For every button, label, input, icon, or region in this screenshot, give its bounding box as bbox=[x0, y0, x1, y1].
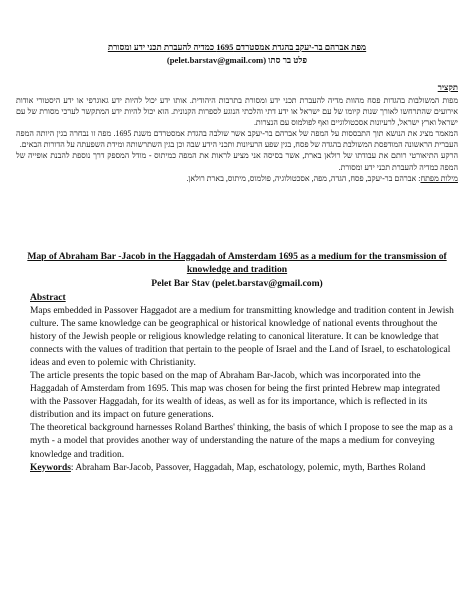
english-author: Pelet Bar Stav (pelet.barstav@gmail.com) bbox=[151, 278, 323, 289]
english-paragraph: Maps embedded in Passover Haggadot are a medium for transmitting knowledge and tradition content in Jewish culture. The same knowledge can be geographical or historical knowledge of national events throughout the history of the Jewish people or religious knowledge relating to canonical literature. It can be knowledge that connects with the values of tradition that pertain to the people of Israel and the Land of Israel, to eschatological ideas and even to polemic with Christianity. bbox=[30, 306, 454, 369]
english-keywords-list: : Abraham Bar-Jacob, Passover, Haggadah, Map, eschatology, polemic, myth, Barthes Roland bbox=[70, 462, 426, 473]
english-abstract-body bbox=[30, 305, 458, 475]
hebrew-paragraph: הרקע התיאורטי רותם את עבודתו של רולאן בארת, אשר בסיסה אני מציע לראות את המפה כמיתוס - מודל המספק דרך נוספת להבנת אופייה של המפה כמדיה להעברת תכני ידע ומסורת. bbox=[16, 151, 458, 172]
english-keywords-label: Keywords bbox=[30, 462, 71, 473]
hebrew-keywords-label: מילות מפתח bbox=[420, 173, 458, 183]
hebrew-keywords bbox=[16, 173, 458, 184]
english-keywords bbox=[30, 462, 458, 475]
hebrew-author: פלט בר סתו (pelet.barstav@gmail.com) bbox=[166, 55, 308, 65]
hebrew-abstract-heading: תקציר bbox=[437, 83, 458, 92]
hebrew-paragraph: המאמר מציג את הנושא תוך התבססות על המפה של אברהם בר-יעקב אשר שולבה בהגדת אמסטרדם משנת 1695. מפה זו נבחרה בגין היותה המפה העברית הראשונה המודפסת המשולבת בהגדה של פסח, בגין שפע הרעיונות ותכני הידע שבה וכן בגין השתרשותה ומידת השפעתה על הדורות הבאים. bbox=[16, 129, 459, 150]
hebrew-abstract-body bbox=[16, 95, 458, 184]
english-paragraph: The article presents the topic based on the map of Abraham Bar-Jacob, which was incorporated into the Haggadah of Amsterdam from 1695. This map was chosen for being the first printed Hebrew map integrated with the Passover Haggadah, for its wealth of ideas, as well as for its importance, which is reflected in its distribution and its impact on future generations. bbox=[30, 371, 440, 421]
hebrew-title: מפת אברהם בר-יעקב בהגדת אמסטרדם 1695 כמדיה להעברת תכני ידע ומסורת bbox=[107, 42, 367, 52]
hebrew-keywords-list: : אברהם בר-יעקב, פסח, הגדה, מפה, אסכטולוגיה, פולמוס, מיתוס, בארת רולאן. bbox=[186, 173, 421, 183]
english-abstract-heading: Abstract bbox=[30, 292, 66, 303]
english-title: Map of Abraham Bar -Jacob in the Haggadah of Amsterdam 1695 as a medium for the transmission of knowledge and tradition bbox=[27, 251, 447, 275]
english-paragraph: The theoretical background harnesses Roland Barthes' thinking, the basis of which I propose to see the map as a myth - a model that provides another way of understanding the nature of the maps a medium for conveying knowledge and tradition. bbox=[30, 423, 453, 460]
hebrew-paragraph: מפות המשולבות בהגדות פסח מהוות מדיה להעברת תכני ידע ומסורת בתרבות היהודית. אותו ידע יכול להיות ידע גאוגרפי או ידע היסטורי אודות אירועים שהתרחשו לאורך שנות קיומו של עם ישראל או ידע דתי והלכתי הנוגע לספרות הקנונית. הוא יכול להיות ידע המתקשר לערכי מסורת של עם ישראל וארץ ישראל, לרעיונות אסכטולוגיים ואף לפולמוס עם הנצרות. bbox=[16, 96, 458, 128]
